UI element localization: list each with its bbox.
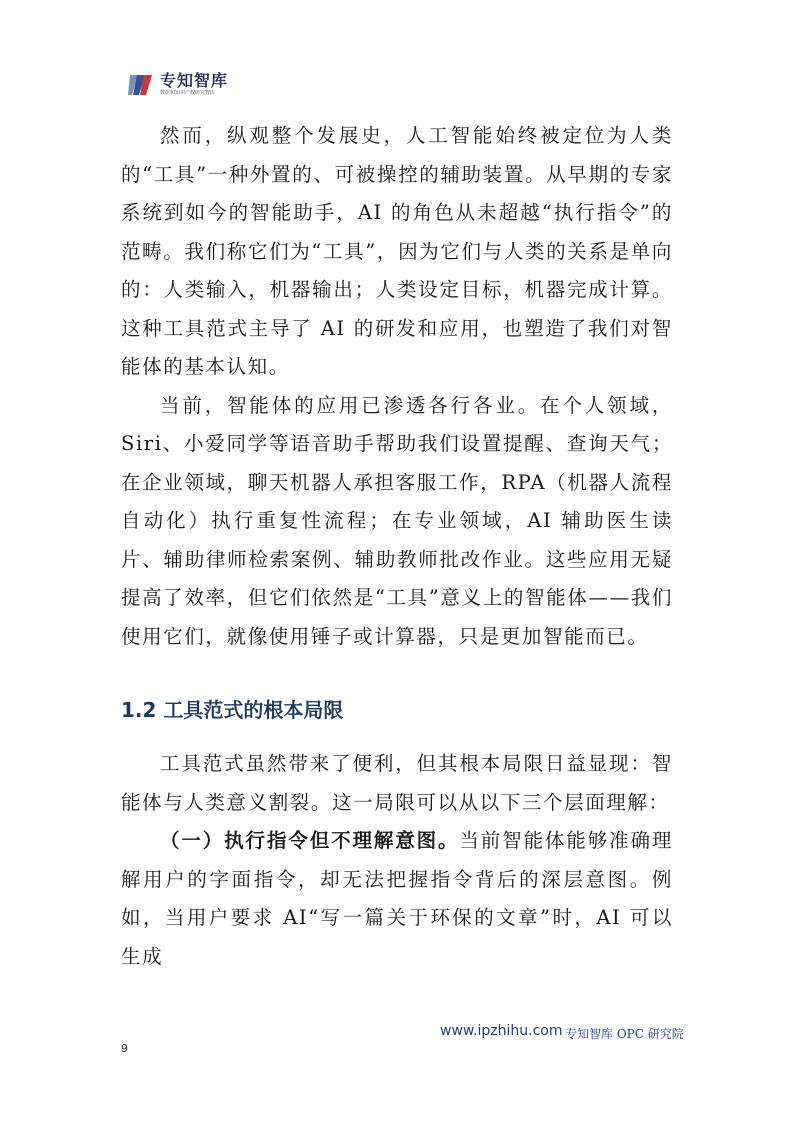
page-number: 9	[121, 1042, 128, 1055]
point-one-title: （一）执行指令但不理解意图。	[160, 829, 460, 852]
footer-organization: 专知智库 OPC 研究院	[565, 1027, 684, 1041]
section-intro-paragraph: 工具范式虽然带来了便利，但其根本局限日益显现：智能体与人类意义割裂。这一局限可以从以下三个层面理解：	[121, 752, 673, 814]
point-one-text: 当前智能体能够准确理解用户的字面指令，却无法把握指令背后的深层意图。例如，当用户要求 AI“写一篇关于环保的文章”时，AI 可以生成	[121, 829, 673, 968]
page-content	[121, 117, 673, 976]
footer-website-link[interactable]: www.ipzhihu.com	[440, 1023, 563, 1039]
paragraph-current-applications: 当前，智能体的应用已渗透各行各业。在个人领域，Siri、小爱同学等语音助手帮助我们设置提醒、查询天气；在企业领域，聊天机器人承担客服工作，RPA（机器人流程自动化）执行重复性流程；在专业领域，AI 辅助医生读片、辅助律师检索案例、辅助教师批改作业。这些应用无疑提高了效率，但它们依然是“工具”意义上的智能体——我们使用它们，就像使用锤子或计算器，只是更加智能而已。	[121, 393, 673, 648]
paragraph-tool-paradigm: 然而，纵观整个发展史，人工智能始终被定位为人类的“工具”一种外置的、可被操控的辅助装置。从早期的专家系统到如今的智能助手，AI 的角色从未超越“执行指令”的范畴。我们称它们为“工具”，因为它们与人类的关系是单向的：人类输入，机器输出；人类设定目标，机器完成计算。这种工具范式主导了 AI 的研发和应用，也塑造了我们对智能体的基本认知。	[121, 124, 673, 378]
logo-icon	[128, 73, 154, 97]
point-one-paragraph	[121, 822, 673, 976]
section-heading: 1.2 工具范式的根本局限	[121, 698, 344, 722]
logo-subtitle: 数据和知识产权研究智库	[160, 90, 216, 96]
logo-title: 专知智库	[160, 71, 229, 90]
logo-text	[160, 72, 228, 97]
page-header	[128, 72, 228, 97]
